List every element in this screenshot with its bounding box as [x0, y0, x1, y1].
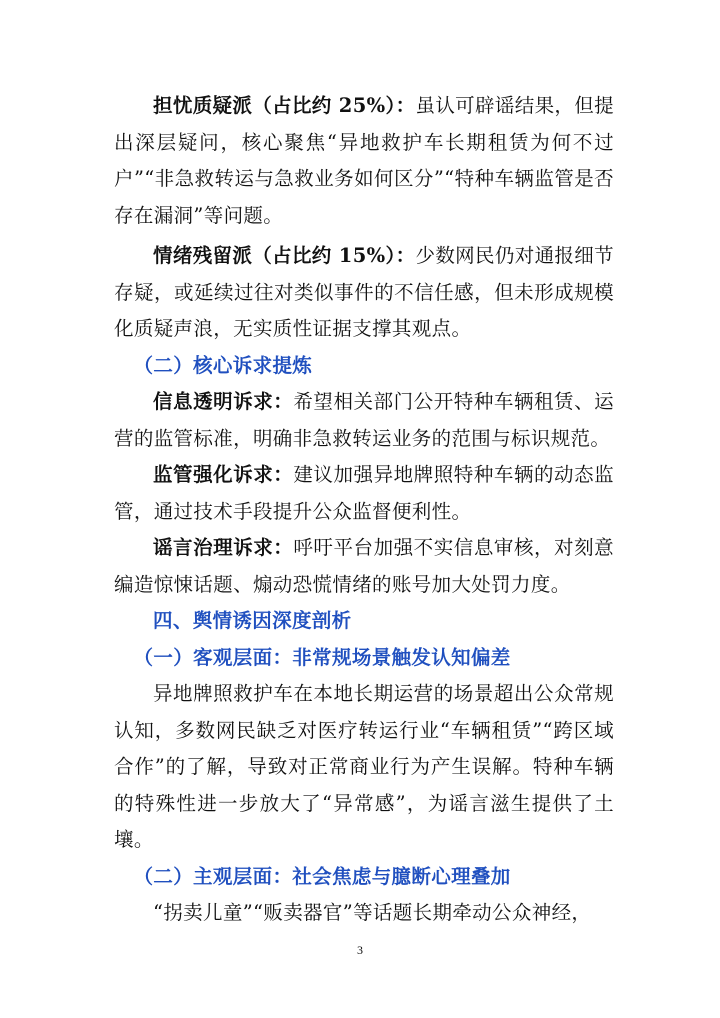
paragraph-info-transparency	[114, 384, 614, 457]
document-body	[114, 88, 614, 932]
paragraph-text: 少数网民仍对通报细节存疑，或延续过往对类似事件的不信任感，但未形成规模化质疑声浪，无实质性证据支撑其观点。	[114, 244, 614, 340]
subheading-subjective: （二）主观层面：社会焦虑与臆断心理叠加	[133, 864, 511, 888]
section-heading-causes: 四、舆情诱因深度剖析	[153, 609, 352, 632]
paragraph-lead: 担忧质疑派（占比约 25%）：	[153, 94, 416, 117]
paragraph-lead: 谣言治理诉求：	[153, 536, 294, 559]
paragraph-text: 建议加强异地牌照特种车辆的动态监管，通过技术手段提升公众监督便利性。	[114, 463, 615, 523]
paragraph-supervision	[114, 457, 614, 530]
paragraph-lead: 监管强化诉求：	[153, 463, 294, 486]
page-number: 3	[357, 943, 363, 957]
subheading-objective: （一）客观层面：非常规场景触发认知偏差	[133, 645, 511, 669]
paragraph-rumor-governance	[114, 530, 614, 603]
paragraph-lead: 信息透明诉求：	[153, 390, 294, 413]
paragraph-subjective: “拐卖儿童”“贩卖器官”等话题长期牵动公众神经，	[153, 901, 592, 924]
paragraph-worry-doubt	[114, 88, 614, 234]
paragraph-text: 希望相关部门公开特种车辆租赁、运营的监管标准，明确非急救转运业务的范围与标识规范。	[114, 390, 615, 450]
paragraph-text: 呼吁平台加强不实信息审核，对刻意编造惊悚话题、煽动恐慌情绪的账号加大处罚力度。	[114, 536, 615, 596]
paragraph-objective: 异地牌照救护车在本地长期运营的场景超出公众常规认知，多数网民缺乏对医疗转运行业“车辆租赁”“跨区域合作”的了解，导致对正常商业行为产生误解。特种车辆的特殊性进一步放大了“异常感”，为谣言滋生提供了土壤。	[114, 682, 614, 851]
paragraph-lead: 情绪残留派（占比约 15%）：	[153, 244, 416, 267]
paragraph-text: 虽认可辟谣结果，但提出深层疑问，核心聚焦“异地救护车长期租赁为何不过户”“非急救转运与急救业务如何区分”“特种车辆监管是否存在漏洞”等问题。	[114, 94, 614, 227]
paragraph-emotion-residue	[114, 238, 614, 348]
subheading-core-demands: （二）核心诉求提炼	[133, 353, 313, 377]
